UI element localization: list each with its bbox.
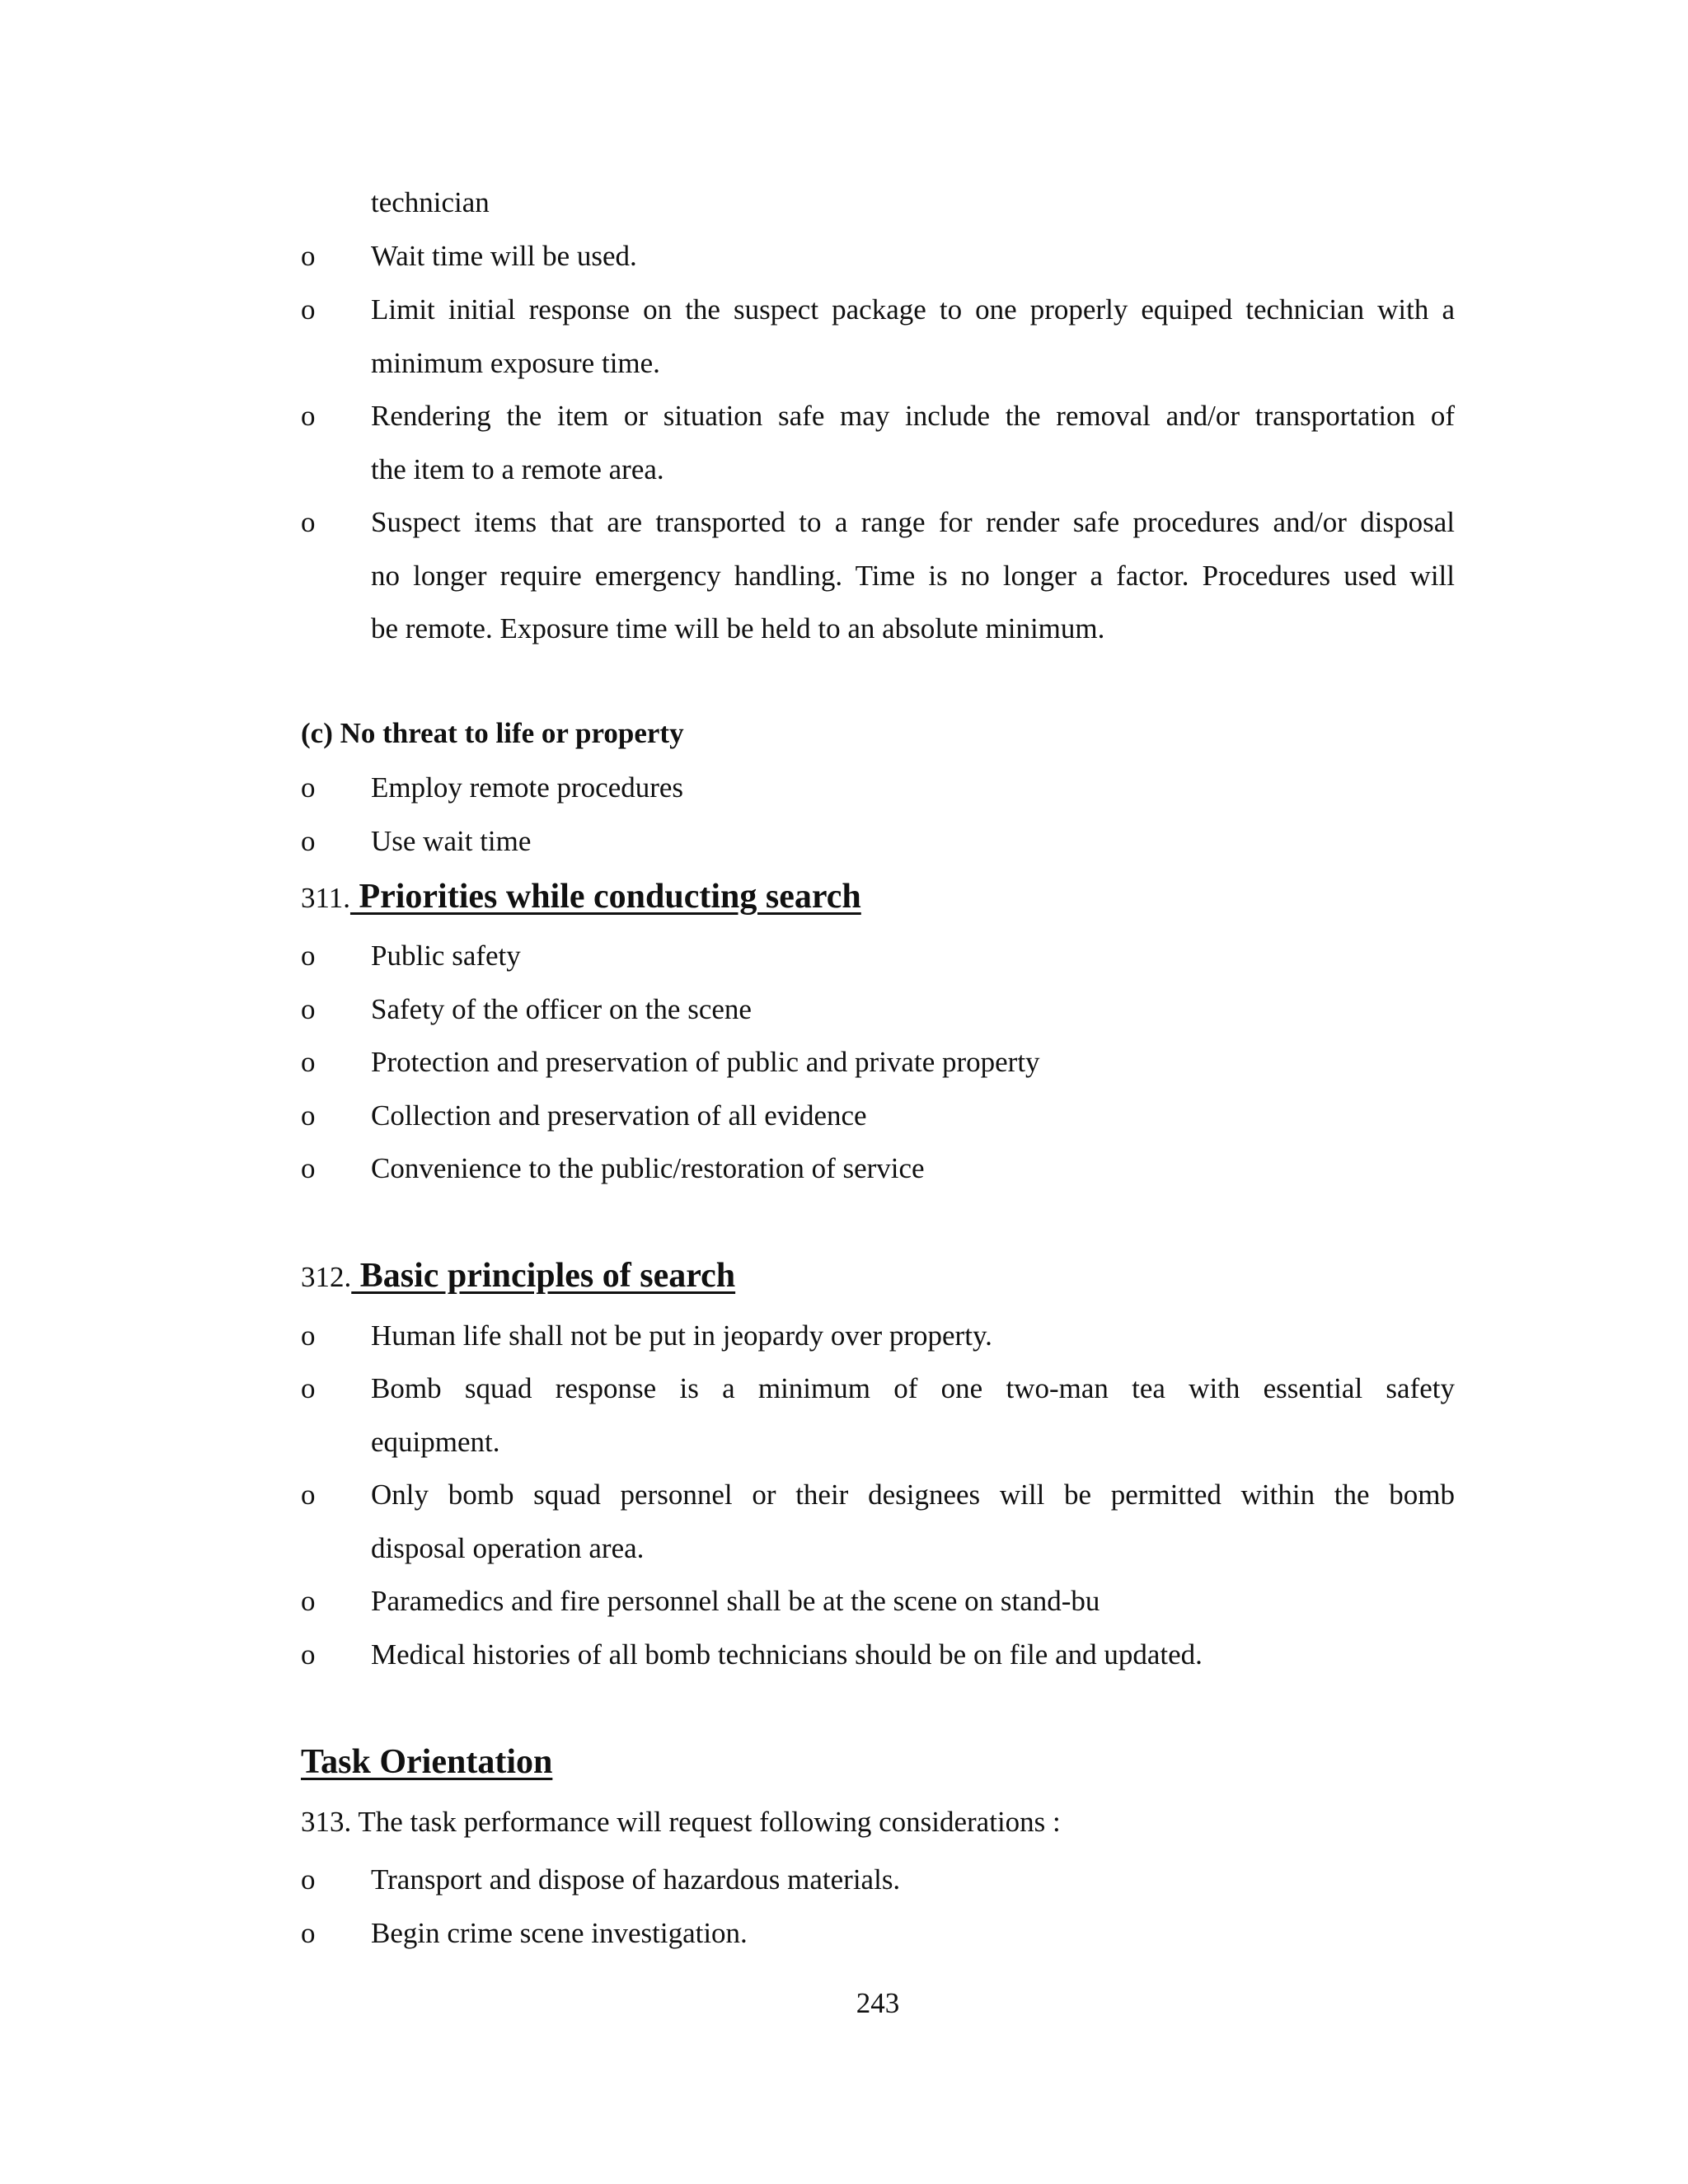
subsection-heading: (c) No threat to life or property xyxy=(301,717,684,749)
list-item-text: Paramedics and fire personnel shall be at the scene on stand-bu xyxy=(371,1585,1100,1617)
list-item-text: Rendering the item or situation safe may include the removal and/or transportation of xyxy=(371,400,1455,432)
list-item-text: Safety of the officer on the scene xyxy=(371,993,752,1025)
list-item-text: Human life shall not be put in jeopardy over property. xyxy=(371,1319,992,1352)
list-item-continuation: equipment. xyxy=(371,1426,500,1458)
list-item-continuation: minimum exposure time. xyxy=(371,347,660,379)
list-item-text: Suspect items that are transported to a range for render safe procedures and/or disposal xyxy=(371,506,1455,538)
section-number: 311. xyxy=(301,882,350,914)
bullet-marker: o xyxy=(301,993,316,1025)
bullet-marker: o xyxy=(301,1638,316,1671)
list-item-text: Begin crime scene investigation. xyxy=(371,1917,748,1949)
bullet-marker: o xyxy=(301,771,316,804)
bullet-marker: o xyxy=(301,1479,316,1511)
bullet-marker: o xyxy=(301,1319,316,1352)
bullet-marker: o xyxy=(301,240,316,272)
section-number: 312. xyxy=(301,1261,352,1293)
section-heading-312 xyxy=(301,1255,735,1298)
section-title: Priorities while conducting search xyxy=(349,878,861,916)
bullet-marker: o xyxy=(301,400,316,432)
list-item-text: Collection and preservation of all evidence xyxy=(371,1099,867,1132)
list-item-text: Public safety xyxy=(371,940,521,972)
bullet-marker: o xyxy=(301,1152,316,1184)
list-item-text: Limit initial response on the suspect package to one properly equiped technician with a xyxy=(371,293,1455,326)
list-item-text: Transport and dispose of hazardous materials. xyxy=(371,1863,901,1896)
list-item-text: Use wait time xyxy=(371,825,532,857)
task-orientation-heading: Task Orientation xyxy=(301,1743,553,1781)
list-item-text: Bomb squad response is a minimum of one two-man tea with essential safety xyxy=(371,1372,1455,1404)
bullet-marker: o xyxy=(301,1099,316,1132)
list-item-continuation: no longer require emergency handling. Time is no longer a factor. Procedures used will xyxy=(371,560,1455,592)
section-heading-311 xyxy=(301,876,861,919)
bullet-marker: o xyxy=(301,1863,316,1896)
list-item-text: Wait time will be used. xyxy=(371,240,637,272)
list-item-text: Convenience to the public/restoration of service xyxy=(371,1152,925,1184)
bullet-marker: o xyxy=(301,1372,316,1404)
list-item-continuation: disposal operation area. xyxy=(371,1532,645,1564)
section-title: Basic principles of search xyxy=(351,1257,736,1295)
bullet-marker: o xyxy=(301,506,316,538)
page-number: 243 xyxy=(856,1987,900,2019)
bullet-marker: o xyxy=(301,293,316,326)
list-item-continuation: the item to a remote area. xyxy=(371,453,664,485)
bullet-marker: o xyxy=(301,1917,316,1949)
list-item-text: Medical histories of all bomb technicians should be on file and updated. xyxy=(371,1638,1203,1671)
list-item-text: Employ remote procedures xyxy=(371,771,684,804)
bullet-marker: o xyxy=(301,940,316,972)
bullet-marker: o xyxy=(301,1046,316,1078)
bullet-marker: o xyxy=(301,825,316,857)
list-item-text: Protection and preservation of public and private property xyxy=(371,1046,1040,1078)
continuation-text: technician xyxy=(371,186,490,218)
task-orientation-intro: 313. The task performance will request following considerations : xyxy=(301,1806,1061,1838)
bullet-marker: o xyxy=(301,1585,316,1617)
list-item-continuation: be remote. Exposure time will be held to an absolute minimum. xyxy=(371,612,1105,644)
list-item-text: Only bomb squad personnel or their designees will be permitted within the bomb xyxy=(371,1479,1455,1511)
